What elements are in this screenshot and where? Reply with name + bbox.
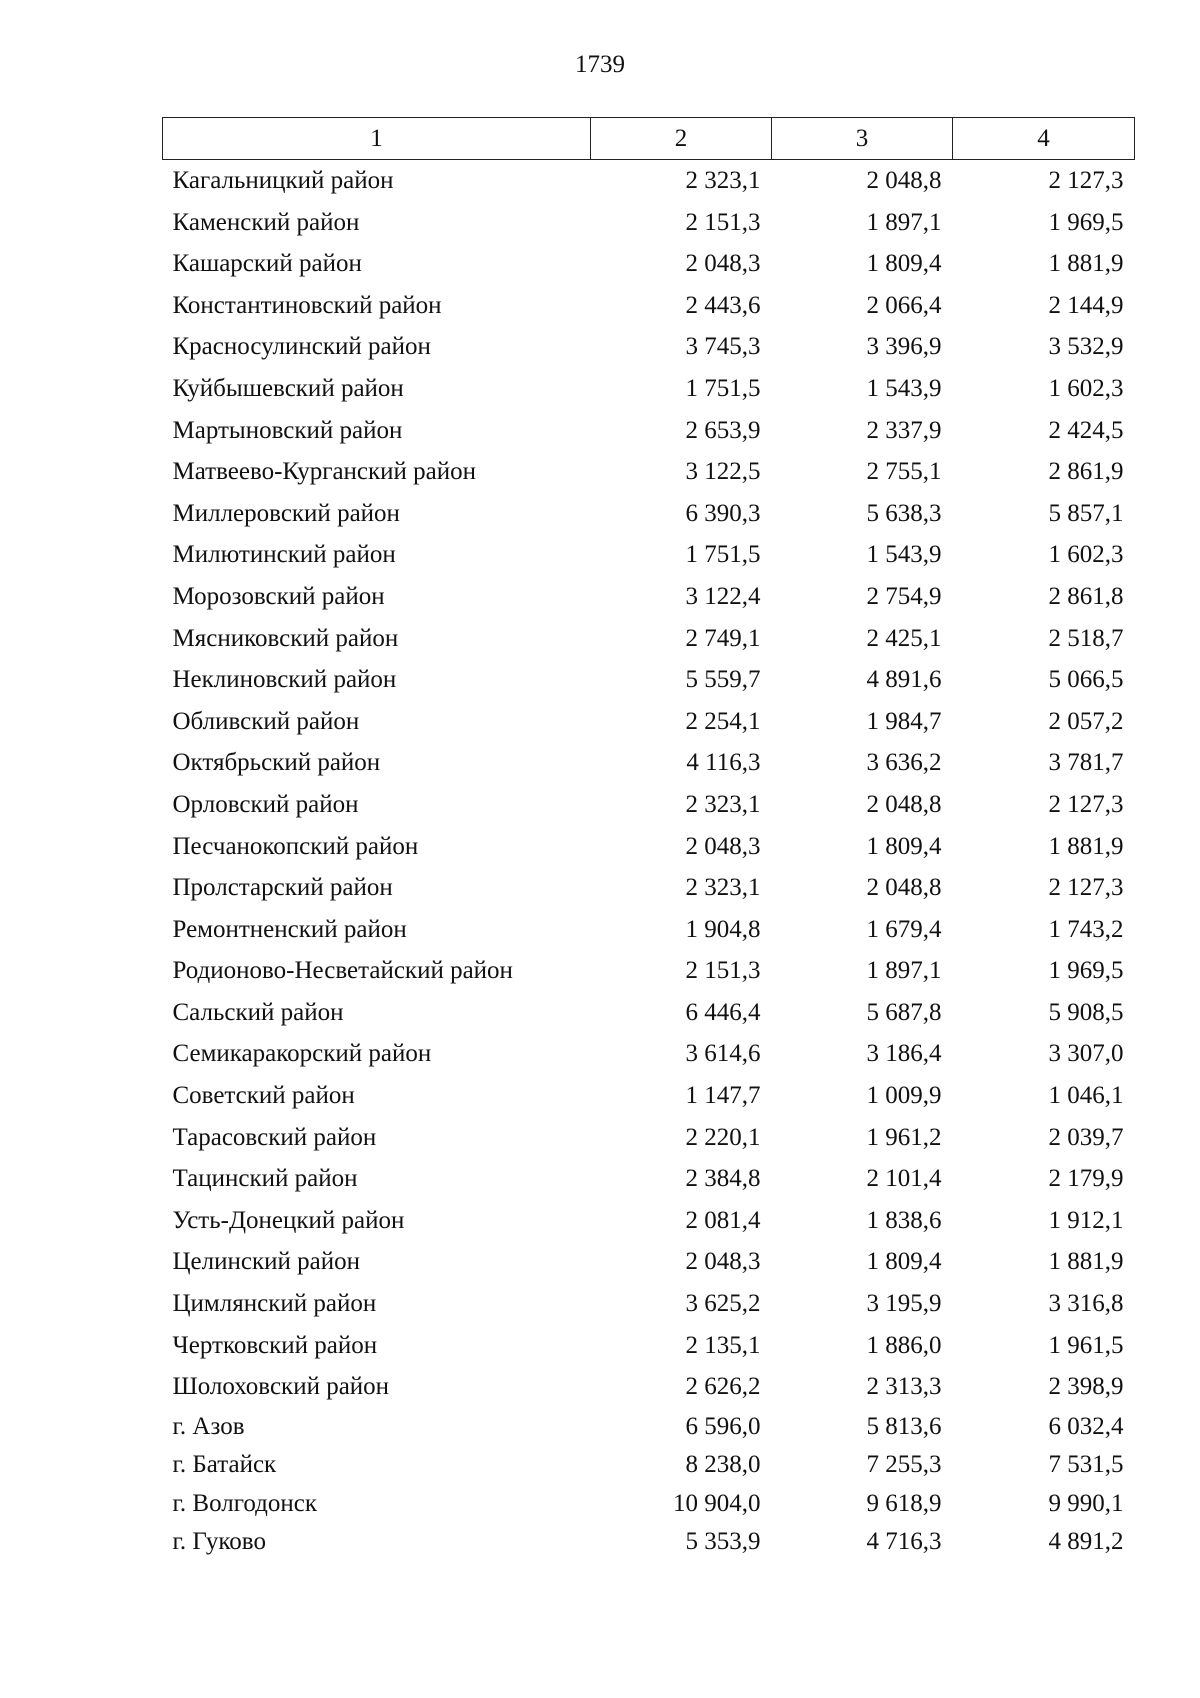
row-name: Обливский район [172,707,360,735]
row-value-col-2: 2 323,1 [685,790,761,818]
row-value-col-4: 3 532,9 [1048,333,1124,361]
row-name: Пролстарский район [172,874,393,902]
table-row [163,1366,1135,1408]
row-name: Тарасовский район [172,1123,377,1151]
row-name: Родионово-Несветайский район [172,957,513,985]
row-value-col-3: 2 048,8 [866,790,942,818]
row-name: Мясниковский район [172,624,399,652]
row-value-col-4: 1 602,3 [1048,374,1124,402]
table-row [163,1117,1135,1159]
row-name: Октябрьский район [172,749,381,777]
row-value-col-3: 2 754,9 [866,582,942,610]
row-value-col-3: 1 009,9 [866,1082,942,1110]
table-row [163,826,1135,868]
row-name: Советский район [172,1082,355,1110]
table-row [163,784,1135,826]
row-value-col-3: 1 543,9 [866,374,942,402]
row-value-col-3: 3 195,9 [866,1290,942,1318]
row-value-col-3: 1 809,4 [866,250,942,278]
row-value-col-3: 1 886,0 [866,1331,942,1359]
table-body [163,160,1135,1562]
row-name: Целинский район [172,1248,360,1276]
row-value-col-4: 2 127,3 [1048,167,1124,194]
row-value-col-2: 3 122,5 [685,458,761,486]
row-value-col-4: 6 032,4 [1048,1412,1124,1440]
table-row [163,534,1135,576]
table-row [163,867,1135,909]
row-value-col-4: 2 179,9 [1048,1165,1124,1193]
row-value-col-2: 1 904,8 [685,915,761,943]
row-value-col-3: 1 897,1 [866,208,942,236]
table-row [163,451,1135,493]
row-value-col-2: 5 353,9 [685,1528,761,1556]
row-name: г. Батайск [172,1451,277,1479]
row-value-col-3: 5 638,3 [866,499,942,527]
row-value-col-3: 1 961,2 [866,1123,942,1151]
row-value-col-2: 1 751,5 [685,374,761,402]
row-value-col-2: 2 048,3 [685,1248,761,1276]
row-name: Кагальницкий район [172,167,394,194]
row-value-col-3: 2 048,8 [866,874,942,902]
row-name: Семикаракорский район [172,1040,432,1068]
table-row [163,1408,1135,1447]
row-value-col-4: 2 039,7 [1048,1123,1124,1151]
table-row [163,410,1135,452]
row-value-col-2: 6 390,3 [685,499,761,527]
row-value-col-4: 5 066,5 [1048,666,1124,694]
row-name: Морозовский район [172,582,385,610]
row-value-col-4: 1 969,5 [1048,208,1124,236]
table-row [163,992,1135,1034]
row-value-col-3: 1 838,6 [866,1206,942,1234]
table-row [163,160,1135,202]
row-value-col-4: 7 531,5 [1048,1451,1124,1479]
row-value-col-4: 2 518,7 [1048,624,1124,652]
row-value-col-2: 6 596,0 [685,1412,761,1440]
row-name: Орловский район [172,790,359,818]
row-value-col-4: 2 057,2 [1048,707,1124,735]
header-col-1: 1 [163,118,591,160]
row-value-col-2: 3 614,6 [685,1040,761,1068]
row-value-col-3: 3 186,4 [866,1040,942,1068]
row-name: Песчанокопский район [172,832,419,860]
row-value-col-3: 3 636,2 [866,749,942,777]
row-value-col-4: 2 144,9 [1048,291,1124,319]
row-value-col-2: 2 048,3 [685,832,761,860]
row-value-col-4: 1 046,1 [1048,1082,1124,1110]
row-name: Кашарский район [172,250,362,278]
header-col-2: 2 [591,118,772,160]
row-value-col-3: 4 716,3 [866,1528,942,1556]
row-name: Константиновский район [172,291,442,319]
row-value-col-4: 1 881,9 [1048,1248,1124,1276]
row-value-col-3: 1 809,4 [866,1248,942,1276]
row-value-col-2: 2 384,8 [685,1165,761,1193]
row-name: Куйбышевский район [172,374,404,402]
row-value-col-3: 2 755,1 [866,458,942,486]
table-row [163,950,1135,992]
row-name: Ремонтненский район [172,915,407,943]
row-value-col-4: 2 861,8 [1048,582,1124,610]
row-value-col-4: 9 990,1 [1048,1489,1124,1517]
row-value-col-2: 2 048,3 [685,250,761,278]
table-row [163,742,1135,784]
row-value-col-2: 8 238,0 [685,1451,761,1479]
table-header [163,118,1135,160]
row-name: Мартыновский район [172,416,403,444]
table-row [163,1158,1135,1200]
row-name: Матвеево-Курганский район [172,458,477,486]
row-name: г. Волгодонск [172,1489,318,1517]
row-value-col-4: 3 307,0 [1048,1040,1124,1068]
row-name: Шолоховский район [172,1373,390,1401]
row-value-col-2: 1 751,5 [685,541,761,569]
row-value-col-3: 3 396,9 [866,333,942,361]
row-value-col-2: 2 653,9 [685,416,761,444]
table-row [163,1485,1135,1524]
row-value-col-3: 2 313,3 [866,1373,942,1401]
table-row [163,202,1135,244]
row-value-col-2: 2 749,1 [685,624,761,652]
table-row [163,701,1135,743]
table-row [163,1523,1135,1562]
table-row [163,1075,1135,1117]
row-value-col-2: 2 626,2 [685,1373,761,1401]
row-value-col-4: 2 127,3 [1048,790,1124,818]
row-value-col-4: 2 398,9 [1048,1373,1124,1401]
header-col-4: 4 [953,118,1135,160]
table-row [163,659,1135,701]
row-value-col-3: 1 679,4 [866,915,942,943]
header-col-3: 3 [772,118,953,160]
row-name: г. Азов [172,1412,245,1440]
table-row [163,1283,1135,1325]
row-value-col-3: 1 984,7 [866,707,942,735]
row-name: Чертковский район [172,1331,378,1359]
table-row [163,368,1135,410]
row-name: Неклиновский район [172,666,397,694]
row-value-col-4: 3 316,8 [1048,1290,1124,1318]
row-value-col-3: 1 543,9 [866,541,942,569]
row-value-col-2: 3 122,4 [685,582,761,610]
row-value-col-4: 1 961,5 [1048,1331,1124,1359]
table-row [163,1241,1135,1283]
row-value-col-2: 6 446,4 [685,998,761,1026]
row-value-col-3: 2 048,8 [866,167,942,194]
row-name: Усть-Донецкий район [172,1206,405,1234]
row-value-col-4: 1 602,3 [1048,541,1124,569]
page-number: 1739 [575,51,625,78]
row-value-col-3: 2 425,1 [866,624,942,652]
row-value-col-3: 4 891,6 [866,666,942,694]
data-table [162,117,1135,1562]
row-name: Сальский район [172,998,344,1026]
row-value-col-4: 1 912,1 [1048,1206,1124,1234]
row-value-col-4: 4 891,2 [1048,1528,1124,1556]
row-value-col-3: 1 809,4 [866,832,942,860]
row-value-col-2: 2 081,4 [685,1206,761,1234]
table-row [163,1446,1135,1485]
row-name: Красносулинский район [172,333,431,361]
row-value-col-2: 4 116,3 [686,749,761,777]
row-name: Каменский район [172,208,360,236]
row-value-col-3: 5 813,6 [866,1412,942,1440]
row-value-col-4: 5 857,1 [1048,499,1124,527]
row-value-col-2: 2 151,3 [685,957,761,985]
row-value-col-4: 1 743,2 [1048,915,1124,943]
header-row [163,118,1135,160]
row-value-col-2: 10 904,0 [673,1489,761,1517]
row-value-col-2: 5 559,7 [685,666,761,694]
row-value-col-4: 5 908,5 [1048,998,1124,1026]
row-name: Милютинский район [172,541,396,569]
row-value-col-3: 2 101,4 [866,1165,942,1193]
row-value-col-2: 2 254,1 [685,707,761,735]
table-row [163,909,1135,951]
row-value-col-2: 2 151,3 [685,208,761,236]
row-value-col-4: 1 969,5 [1048,957,1124,985]
table-row [163,1033,1135,1075]
row-value-col-2: 2 443,6 [685,291,761,319]
row-value-col-2: 2 323,1 [685,167,761,194]
row-value-col-3: 9 618,9 [866,1489,942,1517]
row-value-col-4: 3 781,7 [1048,749,1124,777]
row-value-col-2: 2 220,1 [685,1123,761,1151]
row-name: Цимлянский район [172,1290,377,1318]
row-value-col-2: 1 147,7 [685,1082,761,1110]
row-value-col-3: 5 687,8 [866,998,942,1026]
row-value-col-4: 2 861,9 [1048,458,1124,486]
row-value-col-2: 3 625,2 [685,1290,761,1318]
table-row [163,285,1135,327]
table-row [163,576,1135,618]
row-value-col-2: 2 135,1 [685,1331,761,1359]
row-value-col-3: 2 337,9 [866,416,942,444]
row-value-col-3: 1 897,1 [866,957,942,985]
row-name: г. Гуково [172,1528,266,1556]
table-row [163,1200,1135,1242]
row-value-col-4: 1 881,9 [1048,832,1124,860]
row-value-col-2: 2 323,1 [685,874,761,902]
table-row [163,1325,1135,1367]
row-value-col-4: 2 127,3 [1048,874,1124,902]
row-value-col-4: 2 424,5 [1048,416,1124,444]
row-value-col-3: 7 255,3 [866,1451,942,1479]
table-row [163,326,1135,368]
row-name: Миллеровский район [172,499,400,527]
table-row [163,493,1135,535]
table-row [163,618,1135,660]
row-value-col-4: 1 881,9 [1048,250,1124,278]
table-row [163,243,1135,285]
row-name: Тацинский район [172,1165,358,1193]
row-value-col-2: 3 745,3 [685,333,761,361]
row-value-col-3: 2 066,4 [866,291,942,319]
